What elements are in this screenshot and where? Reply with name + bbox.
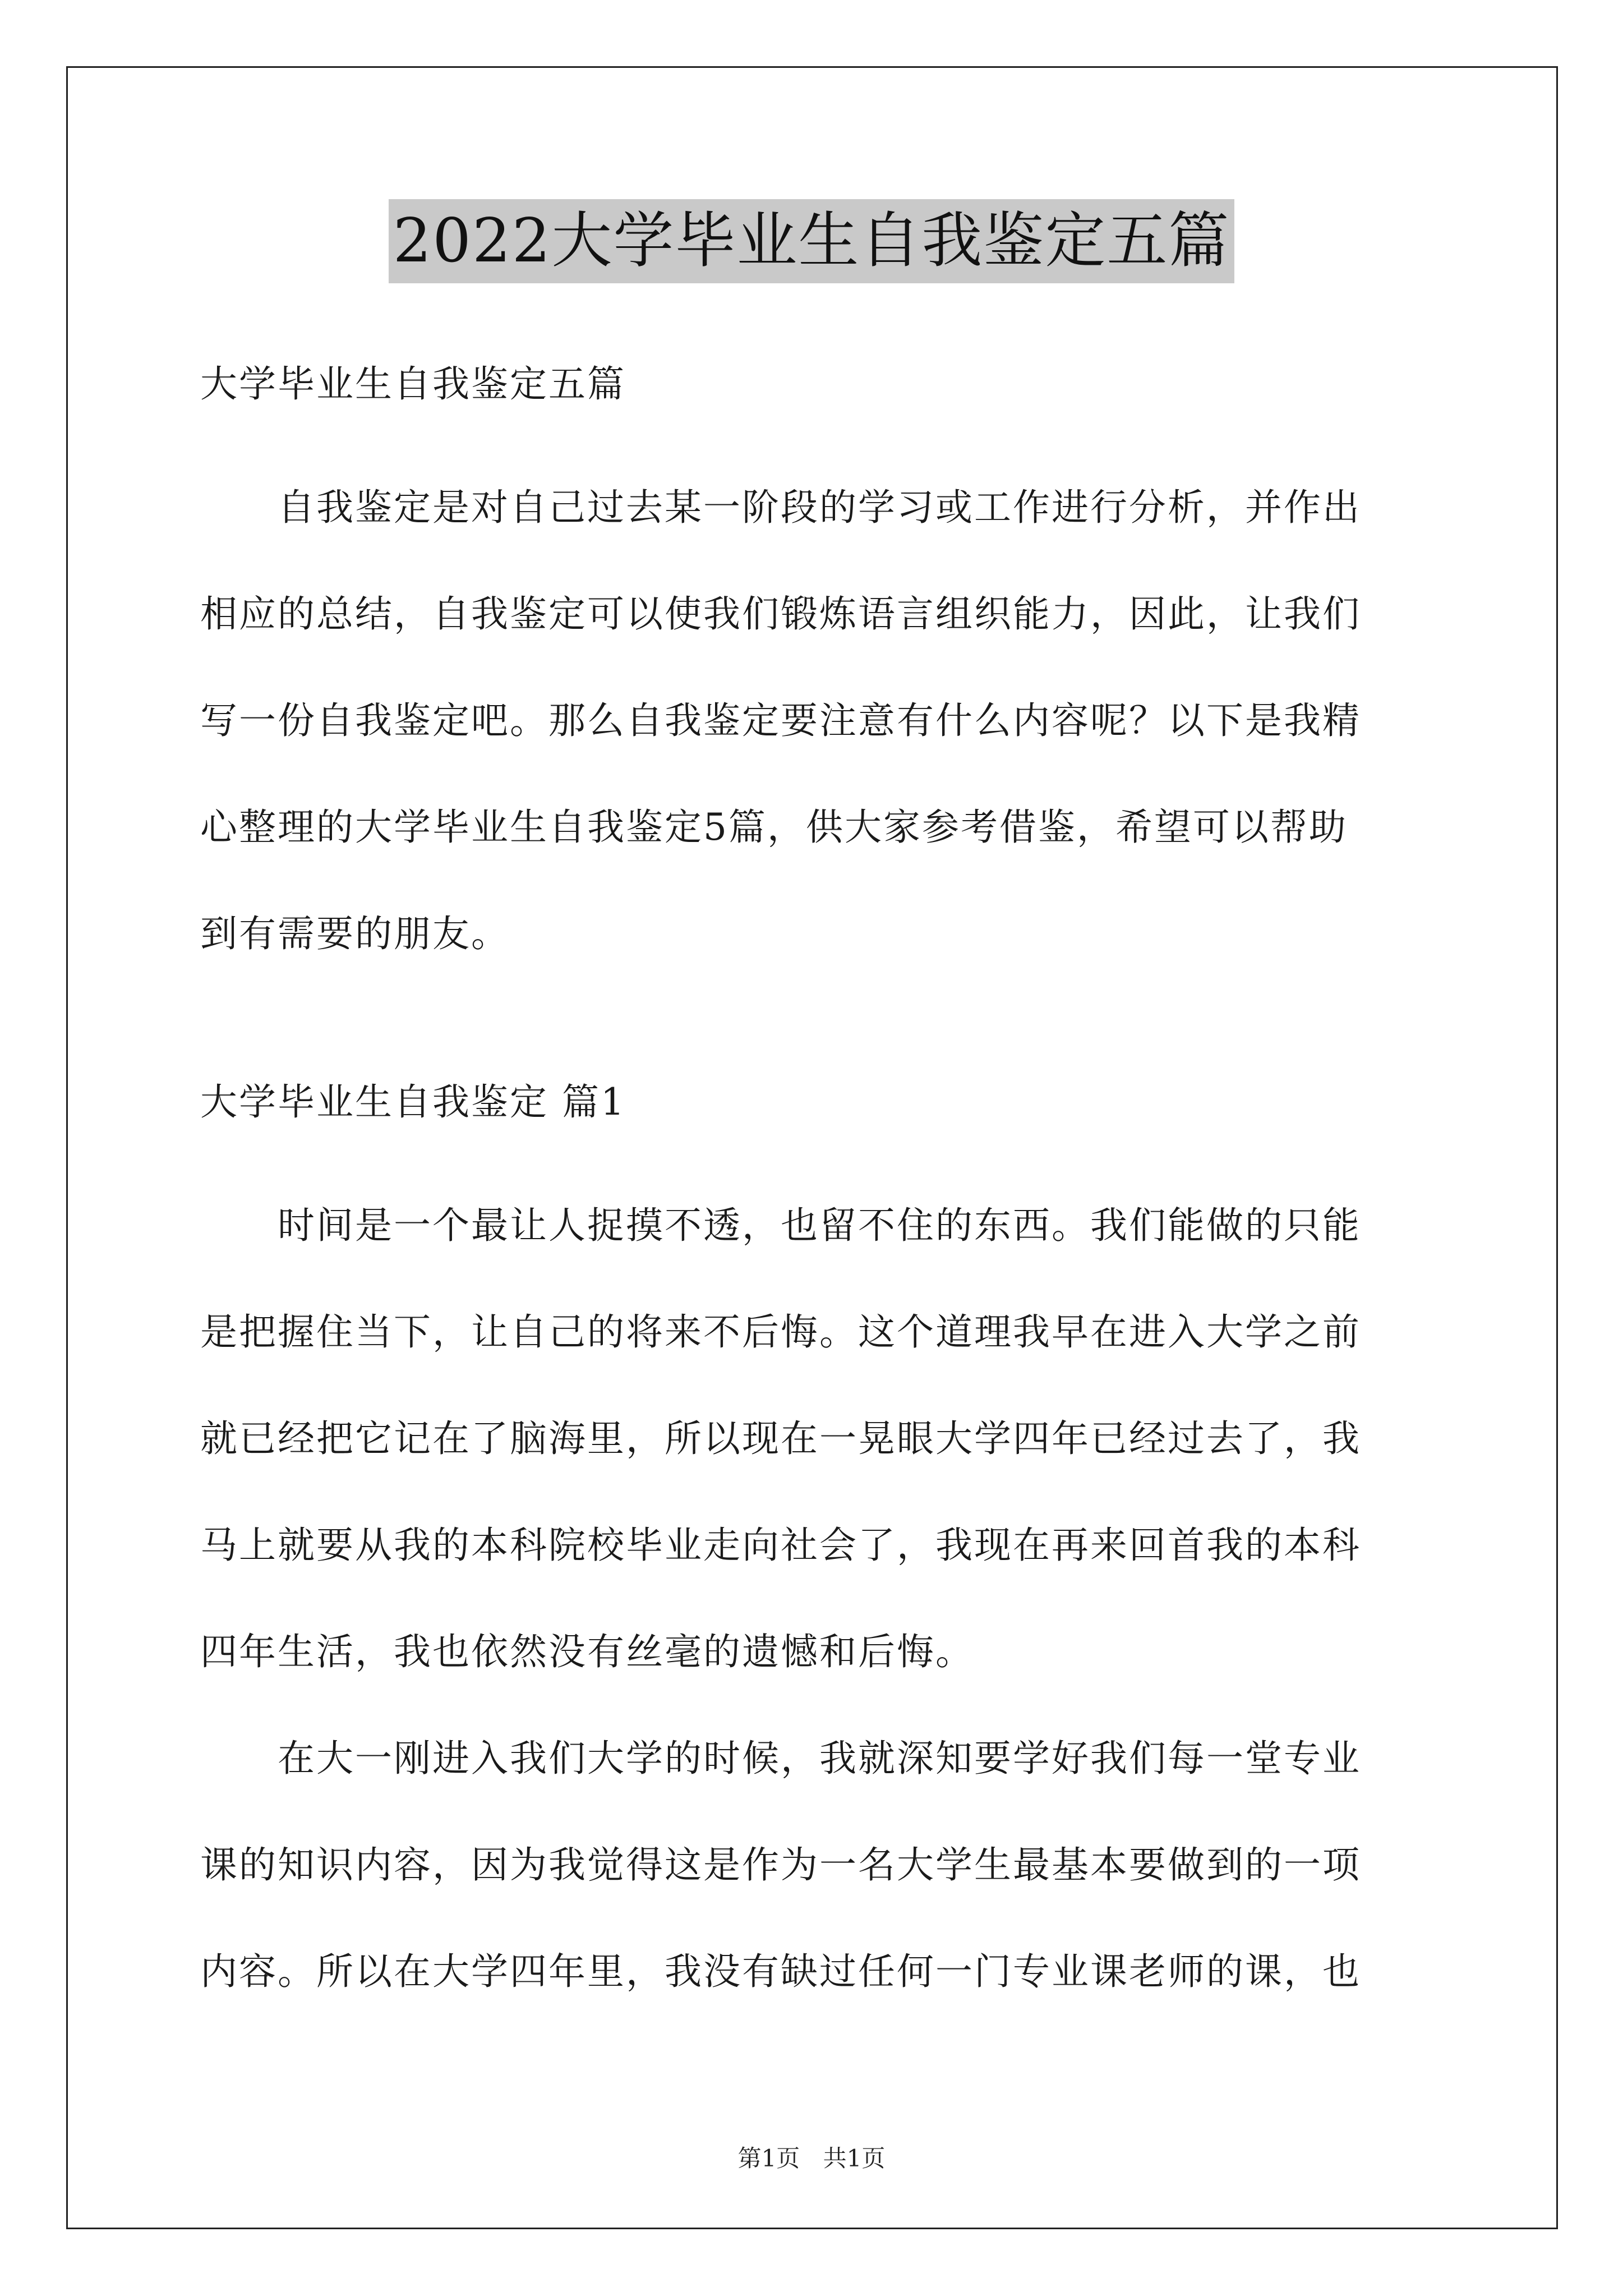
document-title: 2022大学毕业生自我鉴定五篇 <box>389 199 1235 283</box>
text-line: 写一份自我鉴定吧。那么自我鉴定要注意有什么内容呢？以下是我精 <box>200 699 1361 742</box>
page-total: 共1页 <box>823 2145 886 2172</box>
section-paragraph-2 <box>200 1705 1428 2025</box>
text-line: 内容。所以在大学四年里，我没有缺过任何一门专业课老师的课，也 <box>200 1950 1361 1993</box>
text-line: 相应的总结，自我鉴定可以使我们锻炼语言组织能力，因此，让我们 <box>200 592 1361 636</box>
text-line: 课的知识内容，因为我觉得这是作为一名大学生最基本要做到的一项 <box>200 1843 1361 1887</box>
text-line: 到有需要的朋友。 <box>200 912 510 955</box>
section-paragraph-1 <box>200 1172 1428 1705</box>
text-line: 四年生活，我也依然没有丝毫的遗憾和后悔。 <box>200 1630 974 1673</box>
spacer <box>200 987 1428 1066</box>
text-line: 在大一刚进入我们大学的时候，我就深知要学好我们每一堂专业 <box>200 1737 1361 1780</box>
text-line: 就已经把它记在了脑海里，所以现在一晃眼大学四年已经过去了，我 <box>200 1417 1361 1460</box>
text-line: 是把握住当下，让自己的将来不后悔。这个道理我早在进入大学之前 <box>200 1310 1361 1354</box>
page-footer <box>0 2140 1623 2174</box>
page-number: 第1页 <box>737 2145 800 2172</box>
intro-paragraph <box>200 454 1428 987</box>
text-line: 马上就要从我的本科院校毕业走向社会了，我现在再来回首我的本科 <box>200 1524 1361 1567</box>
text-line: 心整理的大学毕业生自我鉴定5篇，供大家参考借鉴，希望可以帮助 <box>200 806 1348 849</box>
text-line: 时间是一个最让人捉摸不透，也留不住的东西。我们能做的只能 <box>200 1204 1361 1247</box>
document-body <box>200 348 1428 2025</box>
title-container <box>0 199 1623 283</box>
subtitle: 大学毕业生自我鉴定五篇 <box>200 362 626 406</box>
text-line: 自我鉴定是对自己过去某一阶段的学习或工作进行分析，并作出 <box>200 486 1361 529</box>
section-heading: 大学毕业生自我鉴定 篇1 <box>200 1080 626 1124</box>
